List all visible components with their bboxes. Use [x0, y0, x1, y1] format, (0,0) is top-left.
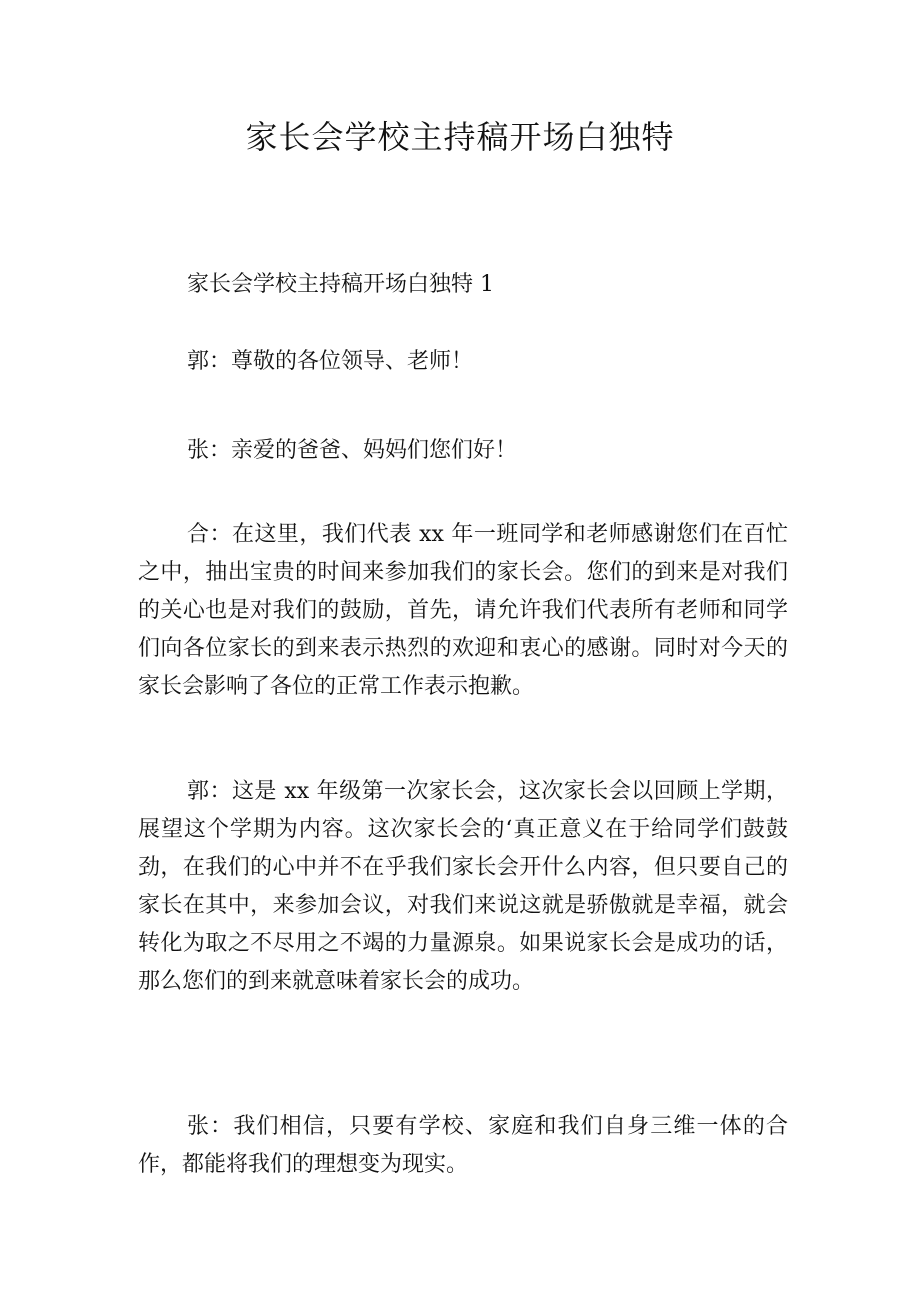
paragraph-guo-greeting: 郭：尊敬的各位领导、老师！ [187, 349, 474, 374]
paragraph-subtitle: 家长会学校主持稿开场白独特 1 [187, 272, 494, 297]
paragraph-zhang-greeting: 张：亲爱的爸爸、妈妈们您们好！ [187, 438, 518, 463]
document-title: 家长会学校主持稿开场白独特 [245, 118, 675, 156]
paragraph-joint-thanks: 合：在这里，我们代表 xx 年一班同学和老师感谢您们在百忙之中，抽出宝贵的时间来参加我们的家长会。您们的到来是对我们的关心也是对我们的鼓励，首先，请允许我们代表所有老师和同学们向各位家长的到来表示热烈的欢迎和衷心的感谢。同时对今天的家长会影响了各位的正常工作表示抱歉。 [138, 522, 788, 699]
paragraph-zhang-speech: 张：我们相信，只要有学校、家庭和我们自身三维一体的合作，都能将我们的理想变为现实。 [138, 1114, 788, 1177]
paragraph-guo-speech: 郭：这是 xx 年级第一次家长会，这次家长会以回顾上学期，展望这个学期为内容。这次家长会的‘真正意义在于给同学们鼓鼓劲，在我们的心中并不在乎我们家长会开什么内容，但只要自己的家长在其中，来参加会议，对我们来说这就是骄傲就是幸福，就会转化为取之不尽用之不竭的力量源泉。如果说家长会是成功的话，那么您们的到来就意味着家长会的成功。 [138, 779, 788, 994]
